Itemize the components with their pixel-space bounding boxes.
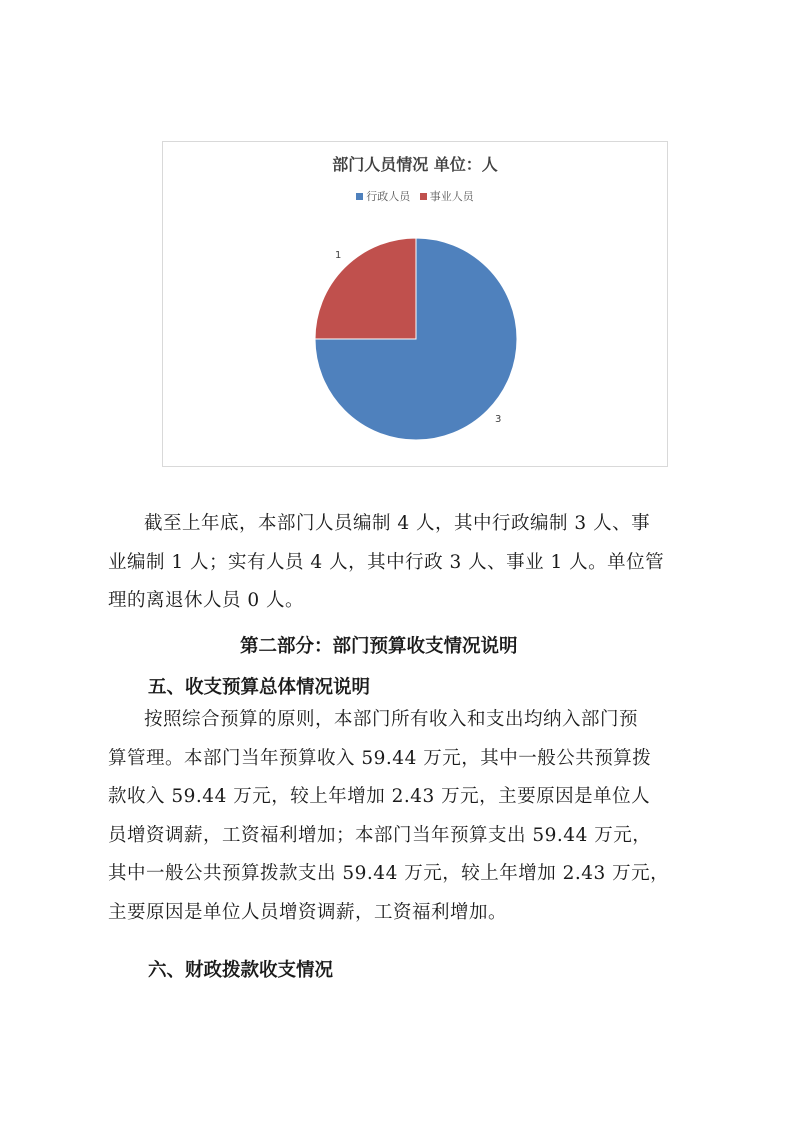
part2-heading: 第二部分：部门预算收支情况说明 [240, 636, 518, 657]
text-line: 截至上年底，本部门人员编制 4 人，其中行政编制 3 人、事 [144, 513, 651, 534]
paragraph-budget [108, 701, 698, 932]
paragraph-staff [108, 505, 698, 621]
data-label-0: 3 [495, 414, 502, 425]
text-line: 员增资调薪，工资福利增加；本部门当年预算支出 59.44 万元， [108, 824, 652, 846]
text-line: 按照综合预算的原则，本部门所有收入和支出均纳入部门预 [144, 709, 639, 730]
text-line: 理的离退休人员 0 人。 [108, 590, 305, 611]
text-line: 款收入 59.44 万元，较上年增加 2.43 万元，主要原因是单位人 [108, 786, 651, 807]
section6-heading: 六、财政拨款收支情况 [148, 960, 334, 981]
text-line: 算管理。本部门当年预算收入 59.44 万元，其中一般公共预算拨 [108, 747, 652, 769]
data-label-1: 1 [335, 250, 342, 261]
section5-heading: 五、收支预算总体情况说明 [148, 677, 371, 698]
text-line: 业编制 1 人；实有人员 4 人，其中行政 3 人、事业 1 人。单位管 [108, 551, 665, 573]
pie-chart [162, 141, 668, 467]
chart-title: 部门人员情况 单位：人 [332, 155, 498, 174]
legend-label: 行政人员 [366, 190, 411, 203]
pie-plot-area [163, 142, 667, 466]
text-line: 其中一般公共预算拨款支出 59.44 万元，较上年增加 2.43 万元， [108, 863, 670, 884]
text-line: 主要原因是单位人员增资调薪，工资福利增加。 [108, 901, 508, 923]
pie-slice-1 [315, 238, 416, 339]
legend-label: 事业人员 [429, 190, 474, 203]
